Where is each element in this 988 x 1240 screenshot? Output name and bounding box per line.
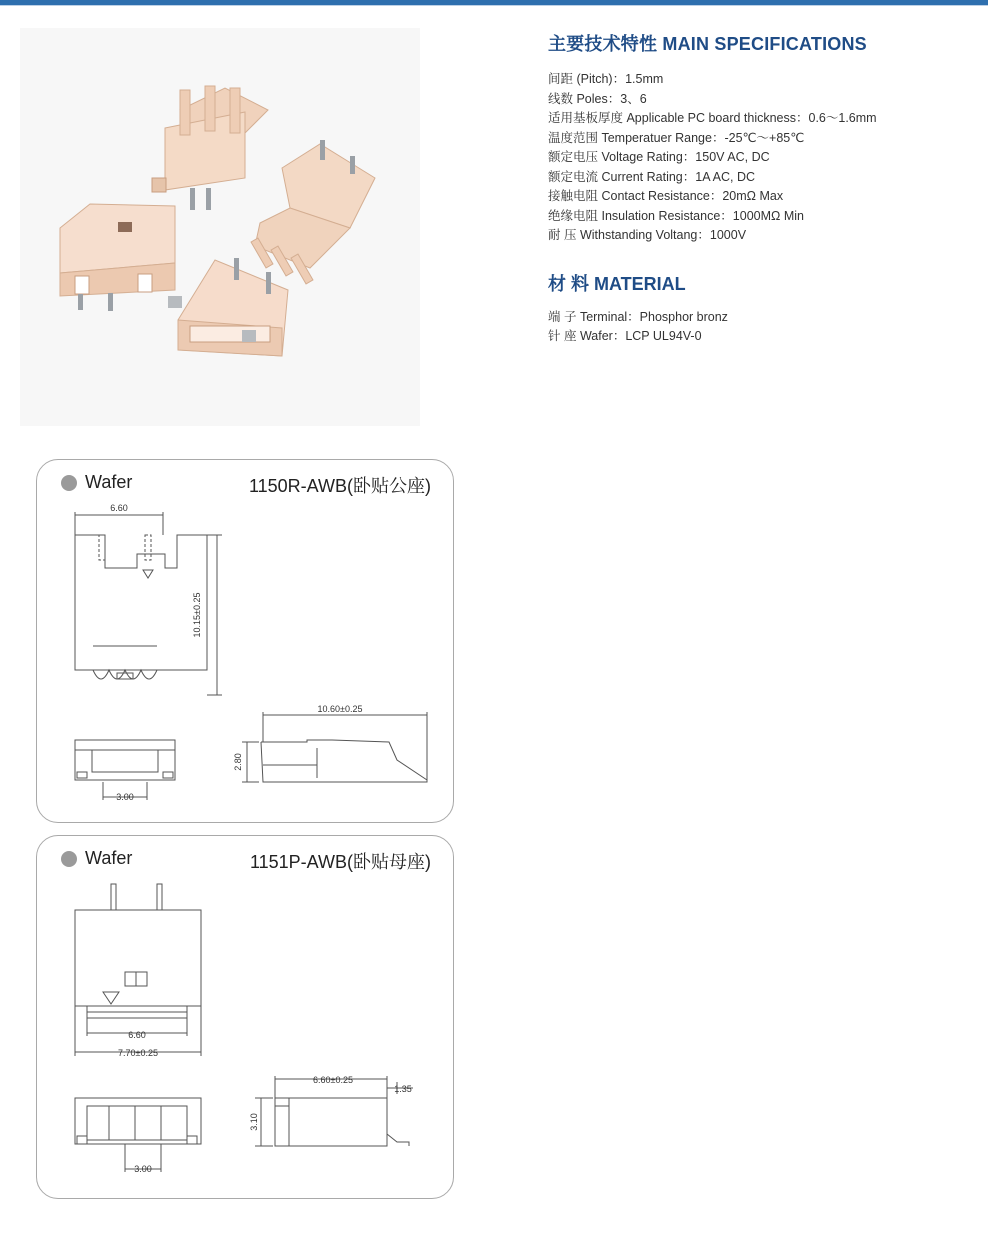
connector-photo-3 [251, 140, 375, 284]
dim-width: 6.60 [110, 503, 128, 513]
spec-item: 间距 (Pitch)：1.5mm [548, 72, 664, 86]
material-list [548, 308, 968, 347]
dim-offset: 1.35 [394, 1084, 412, 1094]
model-number: 1150R-AWB(卧贴公座) [248, 476, 431, 496]
spec-item: 绝缘电阻 Insulation Resistance：1000MΩ Min [548, 208, 804, 223]
dim-length: 10.60±0.25 [317, 704, 363, 714]
product-photo [20, 28, 420, 426]
spec-title: 主要技术特性 MAIN SPECIFICATIONS [548, 34, 867, 54]
connector-photo-2 [60, 204, 175, 311]
dim-pitch: 3.00 [116, 792, 134, 802]
material-title: 材 料 MATERIAL [548, 273, 686, 294]
drawing-panel-1151p [36, 835, 454, 1199]
spec-item: 额定电流 Current Rating：1A AC, DC [548, 169, 756, 184]
connector-photo-4 [168, 258, 288, 356]
specifications-section [548, 30, 968, 347]
material-item: 端 子 Terminal：Phosphor bronz [548, 309, 728, 324]
model-number: 1151P-AWB(卧贴母座) [249, 852, 431, 872]
connector-photo-1 [152, 86, 268, 210]
panel-label: Wafer [85, 848, 133, 868]
material-item: 针 座 Wafer：LCP UL94V-0 [548, 329, 702, 343]
dim-width: 6.60 [128, 1030, 146, 1040]
drawing-panel-1150r [36, 459, 454, 823]
dim-depth: 2.80 [233, 753, 243, 771]
dim-pitch: 3.00 [134, 1164, 152, 1174]
top-rule-thin [0, 5, 988, 6]
dim-height: 3.10 [249, 1113, 259, 1131]
spec-item: 接触电阻 Contact Resistance：20mΩ Max [548, 189, 784, 203]
spec-item: 额定电压 Voltage Rating：150V AC, DC [548, 150, 770, 164]
technical-drawing-2 [37, 836, 453, 1198]
panel-label: Wafer [85, 472, 133, 492]
spec-item: 线数 Poles：3、6 [548, 91, 647, 106]
spec-item: 适用基板厚度 Applicable PC board thickness：0.6～1.6mm [548, 111, 877, 125]
technical-drawing-1 [37, 460, 453, 822]
dim-height: 10.15±0.25 [192, 592, 202, 638]
spec-item: 温度范围 Temperatuer Range：-25℃～+85℃ [548, 130, 805, 145]
spec-list [548, 70, 968, 246]
spec-item: 耐 压 Withstanding Voltang：1000V [548, 228, 747, 242]
dim-overall-width: 7.70±0.25 [118, 1048, 158, 1058]
dim-length: 6.60±0.25 [313, 1075, 353, 1085]
